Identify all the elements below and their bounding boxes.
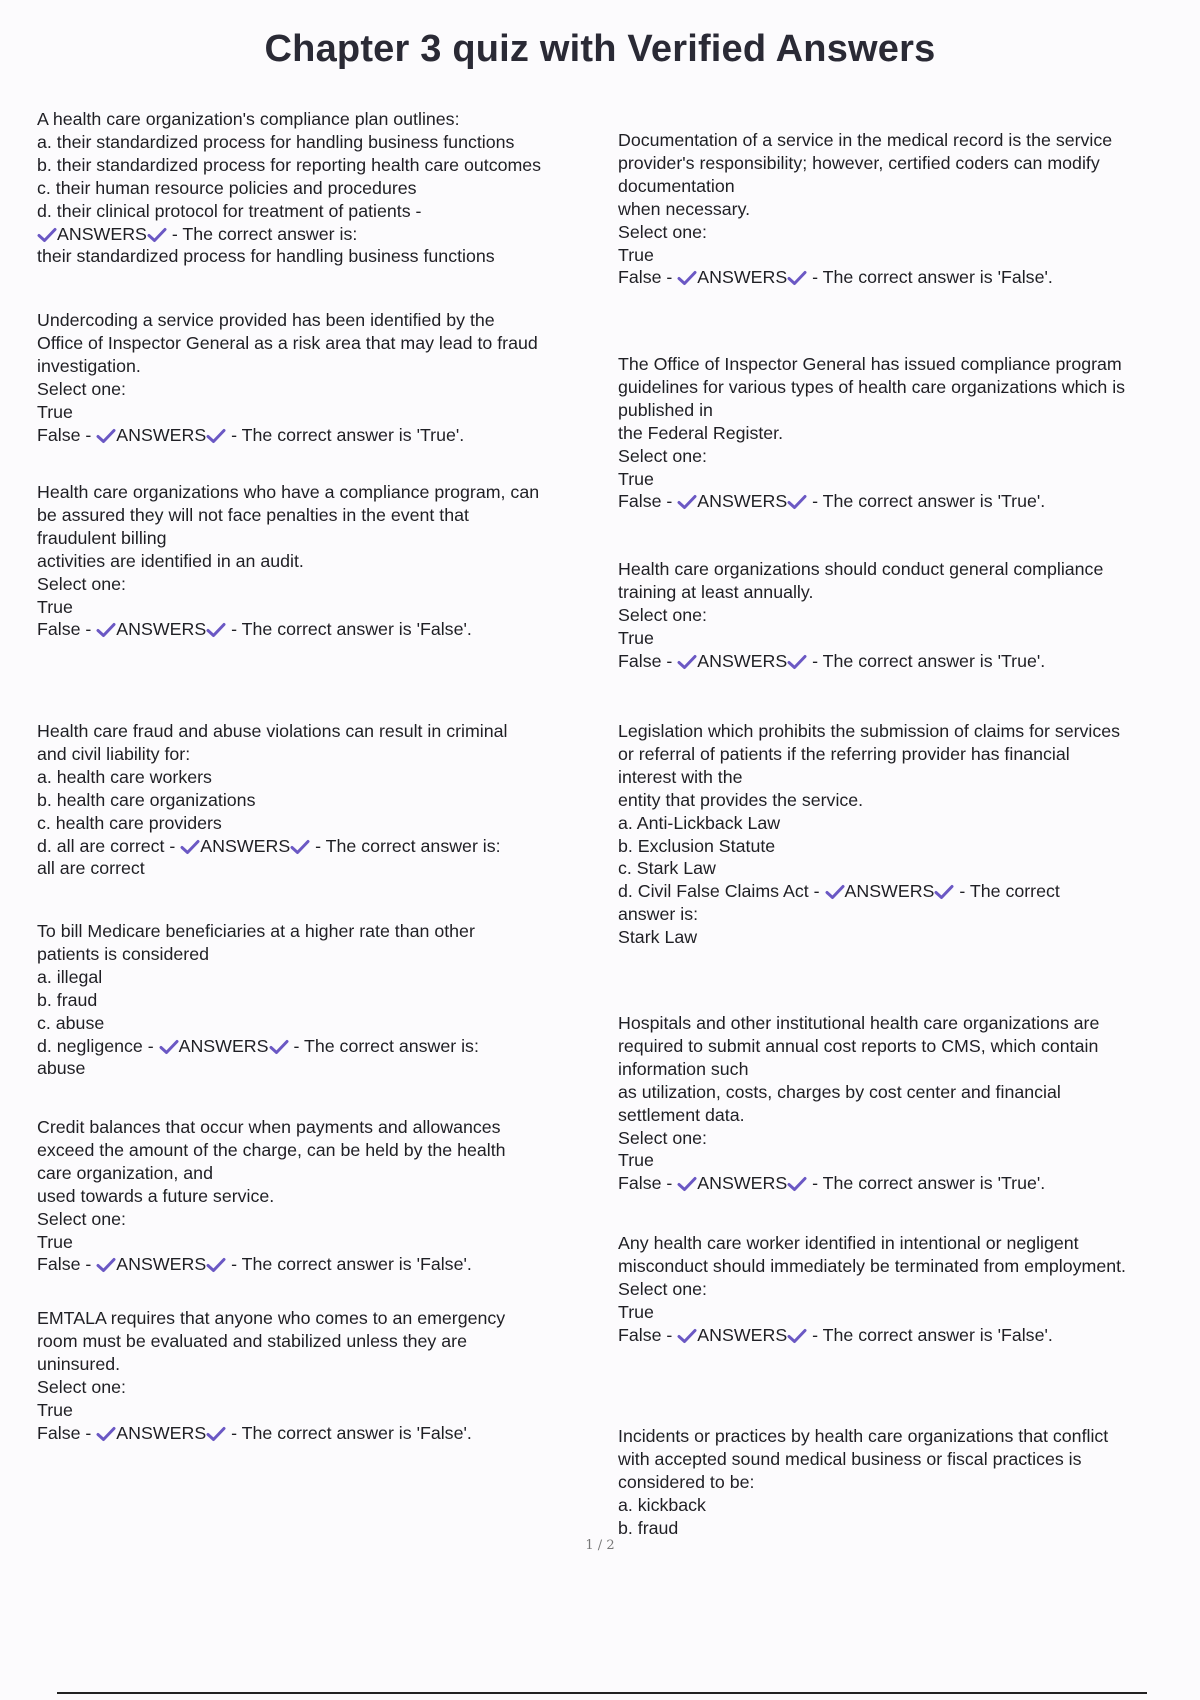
answers-label: ANSWERS	[697, 491, 788, 512]
check-icon	[290, 839, 310, 855]
answer-text: - The correct answer is 'False'.	[807, 267, 1053, 288]
question-line: investigation.	[37, 355, 141, 376]
quiz-question	[618, 1012, 1193, 1195]
answer-line	[37, 618, 617, 641]
check-icon	[677, 1328, 697, 1344]
question-line: fraudulent billing	[37, 527, 167, 548]
question-line: Legislation which prohibits the submission of claims for services	[618, 721, 1121, 741]
question-line: when necessary.	[618, 198, 751, 219]
question-line: used towards a future service.	[37, 1185, 275, 1206]
quiz-question	[37, 309, 617, 446]
check-icon	[787, 494, 807, 510]
quiz-question	[37, 920, 617, 1080]
quiz-question	[37, 108, 617, 268]
bottom-divider	[57, 1692, 1147, 1694]
check-icon	[96, 1426, 116, 1442]
check-icon	[159, 1039, 179, 1055]
check-icon	[269, 1039, 289, 1055]
question-line: or referral of patients if the referring provider has financial	[618, 743, 1070, 764]
question-line: True	[37, 596, 73, 617]
question-line: b. fraud	[618, 1517, 679, 1538]
question-line: c. their human resource policies and procedures	[37, 177, 417, 198]
answers-label: ANSWERS	[697, 267, 788, 288]
question-line: abuse	[37, 1058, 86, 1079]
question-line: b. fraud	[37, 989, 98, 1010]
answer-prefix: d. Civil False Claims Act -	[618, 881, 825, 902]
check-icon	[206, 622, 226, 638]
check-icon	[206, 1426, 226, 1442]
answer-text: - The correct answer is:	[166, 223, 358, 244]
answer-prefix: False -	[37, 424, 97, 445]
question-line: and civil liability for:	[37, 743, 191, 764]
answer-line	[37, 835, 617, 858]
question-line: Incidents or practices by health care organizations that conflict	[618, 1426, 1109, 1446]
question-line: True	[37, 1231, 73, 1252]
answer-text: - The correct answer is:	[310, 835, 501, 856]
answer-line	[37, 1035, 617, 1058]
question-line: Select one:	[618, 1278, 707, 1299]
question-line: Office of Inspector General as a risk area that may lead to fraud	[37, 332, 538, 353]
page-title: Chapter 3 quiz with Verified Answers	[264, 28, 936, 70]
question-line: exceed the amount of the charge, can be held by the health	[37, 1139, 506, 1160]
answers-label: ANSWERS	[844, 881, 935, 902]
answer-line	[618, 1324, 1193, 1347]
answers-label: ANSWERS	[697, 650, 788, 671]
quiz-question	[37, 1116, 617, 1276]
quiz-question	[618, 1425, 1193, 1540]
answer-text: - The correct answer is 'True'.	[807, 650, 1046, 671]
page-number: 1 / 2	[585, 1538, 615, 1553]
question-line: a. health care workers	[37, 766, 212, 787]
check-icon	[206, 428, 226, 444]
answer-line	[618, 490, 1193, 513]
question-line: training at least annually.	[618, 581, 814, 602]
quiz-question	[618, 129, 1193, 289]
question-line: The Office of Inspector General has issued compliance program	[618, 354, 1122, 374]
check-icon	[677, 494, 697, 510]
check-icon	[180, 839, 200, 855]
check-icon	[934, 884, 954, 900]
answer-text: - The correct	[954, 881, 1060, 902]
answer-text: - The correct answer is 'True'.	[807, 1173, 1046, 1194]
question-line: Undercoding a service provided has been identified by the	[37, 310, 495, 330]
question-line: activities are identified in an audit.	[37, 550, 304, 571]
question-line: entity that provides the service.	[618, 789, 864, 810]
check-icon	[96, 1257, 116, 1273]
question-line: answer is:	[618, 904, 699, 925]
question-line: Health care organizations who have a compliance program, can	[37, 482, 540, 502]
quiz-question	[618, 720, 1193, 949]
question-line: uninsured.	[37, 1353, 121, 1374]
answer-text: - The correct answer is 'True'.	[226, 424, 465, 445]
question-line: True	[618, 1301, 654, 1322]
check-icon	[96, 428, 116, 444]
question-line: with accepted sound medical business or fiscal practices is	[618, 1448, 1082, 1469]
question-line: interest with the	[618, 766, 743, 787]
question-line: Select one:	[618, 221, 707, 242]
question-line: Select one:	[618, 1127, 707, 1148]
answer-text: - The correct answer is:	[288, 1035, 479, 1056]
question-line: b. their standardized process for reporting health care outcomes	[37, 154, 542, 175]
answer-prefix: False -	[37, 1422, 97, 1443]
answer-line	[37, 223, 617, 246]
question-line: Stark Law	[618, 927, 698, 948]
question-line: d. their clinical protocol for treatment of patients -	[37, 200, 422, 221]
answer-line	[618, 650, 1193, 673]
question-line: be assured they will not face penalties in the event that	[37, 504, 469, 525]
check-icon	[677, 1176, 697, 1192]
question-line: information such	[618, 1058, 749, 1079]
check-icon	[677, 270, 697, 286]
answer-prefix: False -	[37, 619, 97, 640]
question-line: a. kickback	[618, 1494, 706, 1515]
question-line: Select one:	[618, 604, 707, 625]
question-line: Select one:	[37, 1208, 126, 1229]
question-line: True	[618, 244, 654, 265]
answer-prefix: False -	[618, 1173, 678, 1194]
answers-label: ANSWERS	[200, 835, 291, 856]
question-line: A health care organization's compliance plan outlines:	[37, 109, 460, 129]
check-icon	[37, 227, 57, 243]
answer-line	[618, 880, 1193, 903]
check-icon	[825, 884, 845, 900]
answer-line	[37, 424, 617, 447]
question-line: Select one:	[37, 573, 126, 594]
question-line: provider's responsibility; however, certified coders can modify	[618, 152, 1100, 173]
question-line: True	[37, 1399, 73, 1420]
question-line: a. illegal	[37, 966, 103, 987]
quiz-question	[618, 558, 1193, 673]
question-line: c. Stark Law	[618, 858, 716, 879]
question-line: Hospitals and other institutional health care organizations are	[618, 1013, 1100, 1033]
question-line: c. health care providers	[37, 812, 222, 833]
answer-line	[618, 266, 1193, 289]
quiz-question	[37, 720, 617, 880]
answer-text: - The correct answer is 'False'.	[807, 1324, 1053, 1345]
question-line: patients is considered	[37, 943, 209, 964]
question-line: considered to be:	[618, 1471, 755, 1492]
answer-line	[618, 1172, 1193, 1195]
question-line: To bill Medicare beneficiaries at a higher rate than other	[37, 921, 475, 941]
answers-label: ANSWERS	[116, 619, 207, 640]
question-line: Select one:	[37, 1376, 126, 1397]
check-icon	[147, 227, 167, 243]
question-line: room must be evaluated and stabilized unless they are	[37, 1330, 467, 1351]
question-line: Select one:	[618, 445, 707, 466]
question-line: all are correct	[37, 858, 145, 879]
question-line: True	[37, 401, 73, 422]
quiz-question	[618, 1232, 1193, 1347]
answers-label: ANSWERS	[178, 1035, 269, 1056]
check-icon	[206, 1257, 226, 1273]
question-line: b. Exclusion Statute	[618, 835, 776, 856]
answers-label: ANSWERS	[697, 1324, 788, 1345]
question-line: settlement data.	[618, 1104, 745, 1125]
answer-line	[37, 1253, 617, 1276]
question-line: EMTALA requires that anyone who comes to an emergency	[37, 1308, 506, 1328]
question-line: their standardized process for handling business functions	[37, 246, 495, 267]
answers-label: ANSWERS	[57, 223, 147, 244]
check-icon	[787, 1328, 807, 1344]
quiz-question	[37, 481, 617, 641]
question-line: Health care fraud and abuse violations can result in criminal	[37, 721, 508, 741]
question-line: misconduct should immediately be terminated from employment.	[618, 1255, 1126, 1276]
question-line: a. Anti-Lickback Law	[618, 812, 781, 833]
question-line: published in	[618, 399, 713, 420]
answer-text: - The correct answer is 'False'.	[226, 619, 472, 640]
question-line: care organization, and	[37, 1162, 213, 1183]
question-line: True	[618, 627, 654, 648]
answer-prefix: False -	[37, 1254, 97, 1275]
question-line: Documentation of a service in the medical record is the service	[618, 130, 1113, 150]
check-icon	[787, 1176, 807, 1192]
quiz-question	[37, 1307, 617, 1444]
answers-label: ANSWERS	[697, 1173, 788, 1194]
question-line: True	[618, 468, 654, 489]
question-line: a. their standardized process for handling business functions	[37, 131, 515, 152]
answer-text: - The correct answer is 'False'.	[226, 1254, 472, 1275]
answer-prefix: False -	[618, 267, 678, 288]
answers-label: ANSWERS	[116, 1422, 207, 1443]
answer-line	[37, 1422, 617, 1445]
question-line: b. health care organizations	[37, 789, 256, 810]
question-line: as utilization, costs, charges by cost center and financial	[618, 1081, 1061, 1102]
question-line: Credit balances that occur when payments and allowances	[37, 1117, 501, 1137]
answers-label: ANSWERS	[116, 1254, 207, 1275]
question-line: the Federal Register.	[618, 422, 784, 443]
question-line: True	[618, 1150, 654, 1171]
answer-prefix: False -	[618, 650, 678, 671]
question-line: documentation	[618, 175, 735, 196]
answer-prefix: d. negligence -	[37, 1035, 159, 1056]
answer-text: - The correct answer is 'True'.	[807, 491, 1046, 512]
question-line: guidelines for various types of health care organizations which is	[618, 376, 1126, 397]
question-line: Any health care worker identified in intentional or negligent	[618, 1233, 1079, 1253]
answer-prefix: False -	[618, 491, 678, 512]
answer-text: - The correct answer is 'False'.	[226, 1422, 472, 1443]
question-line: c. abuse	[37, 1012, 105, 1033]
check-icon	[787, 654, 807, 670]
answer-prefix: d. all are correct -	[37, 835, 181, 856]
question-line: required to submit annual cost reports to CMS, which contain	[618, 1035, 1099, 1056]
check-icon	[96, 622, 116, 638]
question-line: Health care organizations should conduct general compliance	[618, 559, 1104, 579]
answer-prefix: False -	[618, 1324, 678, 1345]
question-line: Select one:	[37, 378, 126, 399]
answers-label: ANSWERS	[116, 424, 207, 445]
check-icon	[677, 654, 697, 670]
quiz-question	[618, 353, 1193, 513]
check-icon	[787, 270, 807, 286]
